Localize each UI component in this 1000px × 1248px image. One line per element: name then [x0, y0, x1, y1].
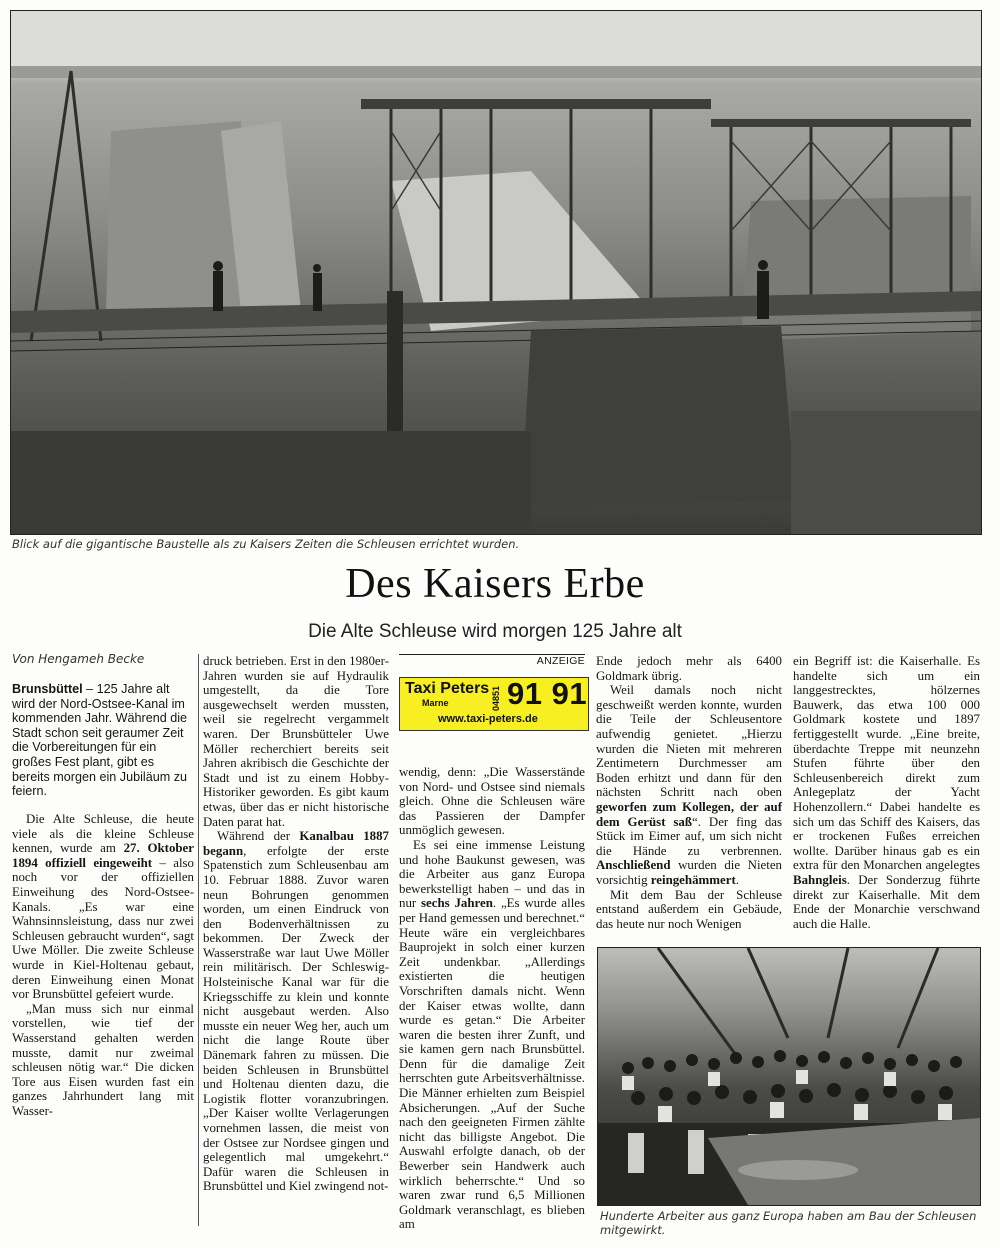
col4-p2-text-e: wurden die Nieten vorsichtig: [596, 858, 782, 887]
col5-p1-text-a: ein Begriff ist: die Kaiserhalle. Es handelte sich um ein langgestrecktes, hölzernes Bauwerk, das etwa 100 000 Goldmark kostete und 1897 fertiggestellt wurde. „Eine breite, überdachte Treppe mit neunzehn Stufen führte über den Schleusenbereich direkt zum Anlegeplatz der Yacht Hohenzollern.“ Dabei handelte es sich um das Schiff des Kaisers, das er trockenen Fußes erreichen wollte. Darüber hinaus gab es ein extra für den Monarchen angelegtes: [793, 654, 980, 873]
col5-p1-bold: Bahngleis: [793, 872, 847, 887]
article-column-2: [203, 654, 389, 1194]
col4-p2-text-c: “. Der fing das Stück im Eimer auf, um sich nicht die Hände zu verbrennen.: [596, 814, 783, 858]
col4-p2-bold-f: reingehämmert: [650, 872, 736, 887]
col4-paragraph-3: Mit dem Bau der Schleuse entstand außerdem ein Gebäude, das heute nur noch Wenigen: [596, 887, 782, 931]
ad-company-name: Taxi Peters: [405, 680, 490, 697]
col3-paragraph-2: [399, 838, 585, 1232]
advertisement-label: ANZEIGE: [399, 654, 585, 669]
col5-paragraph-1: [793, 654, 980, 931]
subheadline: Die Alte Schleuse wird morgen 125 Jahre alt: [308, 621, 682, 642]
col4-paragraph-2: [596, 683, 782, 887]
col2-p2-bold: Kanalbau 1887 begann: [203, 829, 389, 858]
col1-paragraph-2: „Man muss sich nur einmal vorstellen, wie tief der Wasserstand gehalten werden musste, damit nur zweimal schleusen nötig war.“ Die dicken Tore aus Eisen wurden fast ein ganzes Jahrhundert lang mit Wasser-: [12, 1001, 194, 1118]
top-photo-caption: Blick auf die gigantische Baustelle als zu Kaisers Zeiten die Schleusen errichtet wurden.: [12, 537, 520, 551]
construction-site-illustration: [11, 11, 981, 534]
col3-p2-text-a: Es sei eine immense Leistung und hohe Baukunst gewesen, was die Arbeiter aus ganz Europa bewerkstelligt haben – und das in nur: [399, 837, 585, 911]
article-column-5: [793, 654, 980, 931]
article-column-3: [399, 765, 585, 1232]
col4-p2-bold-d: Anschließend: [596, 858, 671, 873]
col4-p2-text-a: Weil damals noch nicht geschweißt werden konnte, wurden die Teile der Schleusentore aufwendig genietet. „Hierzu wurden die Nieten mit mehreren Zentimetern Durchmesser am Boden erhitzt und dann für den nächsten Schritt nach oben: [596, 683, 782, 800]
col1-p1-bold: 27. Oktober 1894 offiziell eingeweiht: [12, 841, 194, 870]
article-column-4: [596, 654, 782, 931]
ad-place: Marne: [422, 698, 449, 708]
article-column-1: [12, 812, 194, 1118]
col2-paragraph-2: [203, 829, 389, 1194]
lead-place: Brunsbüttel: [12, 682, 83, 696]
taxi-advertisement[interactable]: [399, 677, 589, 731]
col1-p1-text-c: – also noch vor der offiziellen Einweihung des Nord-Ostsee-Kanals. „Es war eine Wahnsinnsleistung, dass nur zwei Schleusen gebraucht wurden“, sagt Uwe Möller. Die zweite Schleuse wurde in Kiel-Holtenau gebaut, deren Einweihung einen Monat vor Brunsbüttel gefeiert wurde.: [12, 855, 194, 1002]
col5-p1-text-c: . Der Sonderzug führte direkt zur Kaiserhalle. Mit dem Ende der Monarchie verschwand auch die Halle.: [793, 872, 980, 931]
workers-group-illustration: [598, 948, 980, 1205]
ad-area-code: 04851: [491, 685, 501, 711]
col1-paragraph-1: [12, 812, 194, 1002]
col2-p2-text-a: Während der: [217, 829, 300, 844]
col4-paragraph-1: Ende jedoch mehr als 6400 Goldmark übrig.: [596, 654, 782, 683]
col1-p1-text-a: Die Alte Schleuse, die heute viele als die kleine Schleuse kennen, wurde am: [12, 812, 194, 856]
byline: Von Hengameh Becke: [12, 652, 145, 666]
col3-p2-bold: sechs Jahren: [421, 896, 493, 911]
col4-p2-bold-a: geworfen zum Kollegen, der auf dem Gerüst saß: [596, 799, 782, 829]
construction-site-photo: [10, 10, 982, 535]
col2-p2-text-c: , erfolgte der erste Spatenstich zum Schleusenbau am 10. Februar 1888. Zuvor waren neun Bohrungen genommen worden, um einen Eindruck von den Bodenverhältnissen zu bekommen. Der Zweck der Wasserstraße war laut Uwe Möller rein militärisch. Der Schleswig-Holsteinische Kanal war für die Kriegsschiffe zu klein und konnte nicht ausgebaut werden. Also musste ein neuer Weg her, auch um nicht die lange Route über Dänemark fahren zu müssen. Die beiden Schleusen in Brunsbüttel und Holtenau dienten dazu, die Logistik flotter voranzubringen. „Der Kaiser wollte Verlagerungen vornehmen lassen, die meist von der Ostsee zur Nordsee gingen und gelegentlich mal umgekehrt.“ Dafür waren die Schleusen in Brunsbüttel und Kiel zwingend not-: [203, 843, 389, 1194]
column-divider: [198, 654, 199, 1226]
headline: Des Kaisers Erbe: [345, 561, 645, 607]
ad-phone-number: 91 91: [507, 676, 588, 711]
bottom-photo-caption: Hunderte Arbeiter aus ganz Europa haben am Bau der Schleusen mitgewirkt.: [600, 1209, 977, 1237]
col4-p2-text-g: .: [735, 872, 739, 887]
workers-photo: [597, 947, 981, 1206]
lead-paragraph: [12, 682, 194, 799]
ad-website-link[interactable]: www.taxi-peters.de: [438, 713, 538, 725]
col3-p2-text-c: . „Es wurde alles per Hand gemessen und berechnet.“ Heute wäre ein vergleichbares Bauprojekt in solch einer kurzen Zeit undenkbar. „Allerdings existierten die heutigen Vorschriften damals nicht. Wenn der Kaiser etwas wollte, dann wurde es getan.“ Die Arbeiter waren die besten ihrer Zunft, und sie kamen gern nach Brunsbüttel. Denn für die damalige Zeit herrschten gute Arbeitsverhältnisse. Die Männer erhielten zum Beispiel Absicherungen. „Auf der Suche nach den geeigneten Firmen zählte nicht das billigste Angebot. Die Auswahl erfolgte danach, ob der Bewerber sein Handwerk auch wirklich beherrschte.“ Und so waren zwar rund 6,5 Millionen Goldmark veranschlagt, es blieben am: [399, 896, 586, 1232]
lead-text: – 125 Jahre alt wird der Nord-Ostsee-Kanal im kommenden Jahr. Während die Stadt schon seit geraumer Zeit die Vorbereitungen für ein großes Fest plant, gibt es bereits morgen ein Jubiläum zu feiern.: [12, 682, 188, 799]
col3-paragraph-1: wendig, denn: „Die Wasserstände von Nord- und Ostsee sind niemals gleich. Ohne die Schleusen wäre das Passieren der Dampfer unmöglich gewesen.: [399, 765, 585, 838]
col2-paragraph-1: druck betrieben. Erst in den 1980er-Jahren wurden sie auf Hydraulik umgestellt, da die Tore ausgewechselt werden mussten, weil sie regelrecht vergammelt waren. Der Brunsbütteler Uwe Möller recherchiert bereits seit Jahren akribisch die Geschichte der Stadt und ist zu einem Hobby-Historiker geworden. Es gibt kaum etwas, über das er nicht historische Daten parat hat.: [203, 654, 389, 829]
